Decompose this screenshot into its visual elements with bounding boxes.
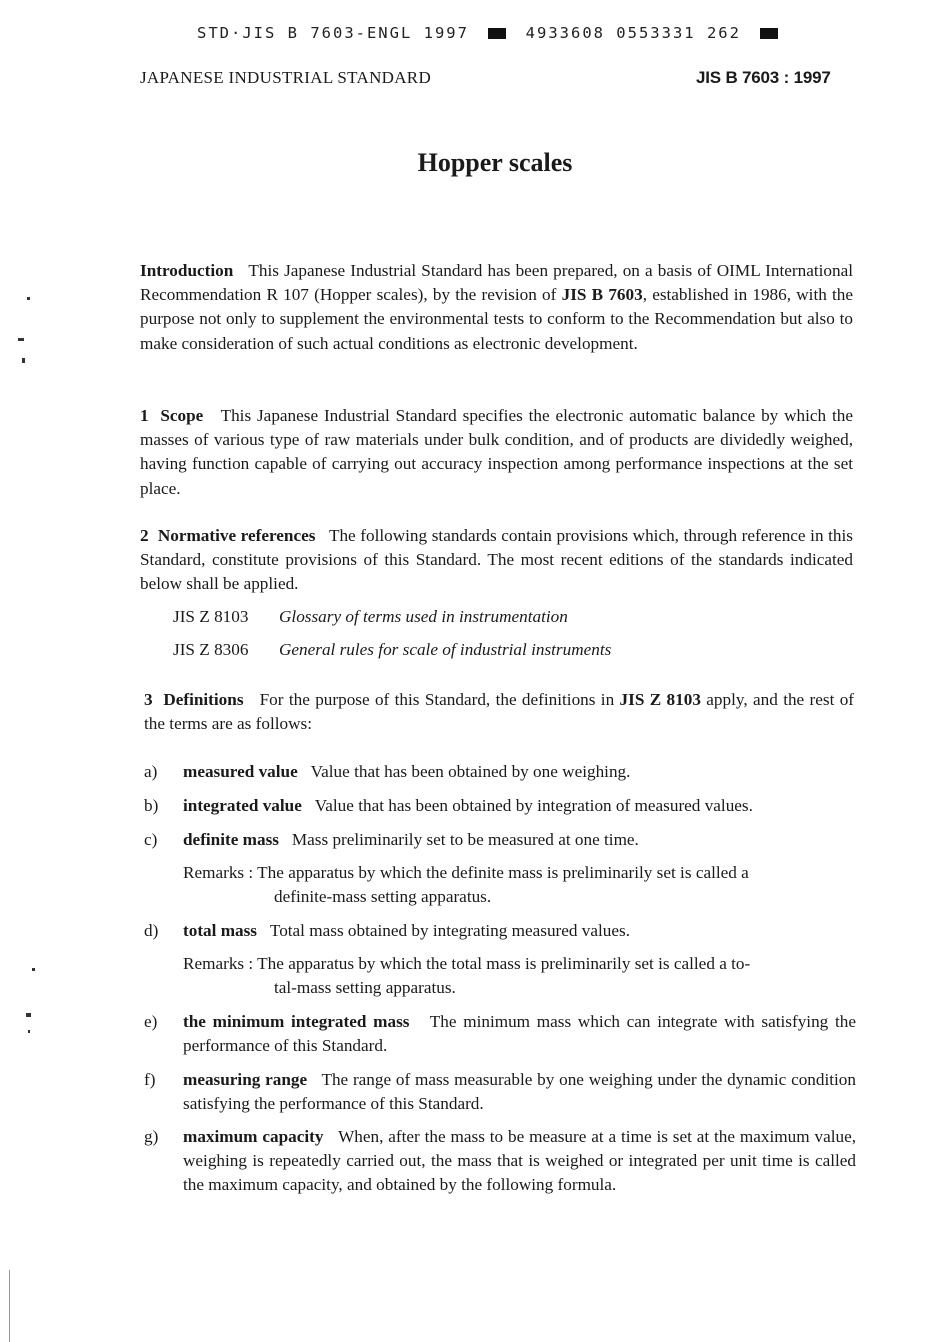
page-title: Hopper scales <box>417 148 573 177</box>
scan-header <box>197 24 786 42</box>
definition-item <box>144 919 856 943</box>
definition-item <box>144 1010 856 1058</box>
definition-item <box>144 760 856 784</box>
scope-paragraph <box>140 404 853 501</box>
intro-paragraph <box>140 259 853 356</box>
definition-term: the minimum integrated mass <box>183 1012 410 1031</box>
intro-text-1: This Japanese Industrial Standard has been prepared, on a basis of OIML International Recommendation R 107 (Hopper scales), by the revision of <box>140 261 853 305</box>
definition-item <box>144 1125 856 1198</box>
definition-term: maximum capacity <box>183 1127 324 1146</box>
normative-heading: Normative references <box>157 526 316 545</box>
normative-text: The following standards contain provisions which, through reference in this Standard, constitute provisions of this Standard. The most recent editions of the standards indicated below shall be applied. <box>140 526 853 594</box>
scan-speck <box>26 1013 31 1017</box>
reference-code: JIS Z 8306 <box>173 640 249 659</box>
reference-title: General rules for scale of industrial instruments <box>279 640 612 659</box>
scan-speck <box>28 1030 30 1033</box>
definitions-text-2: apply, and the rest of the terms are as follows: <box>144 690 855 734</box>
definition-text: When, after the mass to be measure at a time is set at the maximum value, weighing is repeatedly carried out, the mass that is weighed or integrated per unit time is called the maximum capacity, and obtained by the following formula. <box>183 1127 856 1195</box>
remark-text: The apparatus by which the definite mass is preliminarily set is called a <box>257 863 749 882</box>
scan-speck <box>32 968 35 971</box>
definitions-heading: Definitions <box>163 690 244 709</box>
normative-paragraph <box>140 524 853 597</box>
definitions-number: 3 <box>144 690 153 709</box>
definitions-text-1: For the purpose of this Standard, the definitions in <box>259 690 615 709</box>
definition-label: e) <box>144 1012 158 1031</box>
scope-heading: Scope <box>160 406 204 425</box>
normative-number: 2 <box>140 526 149 545</box>
definition-label: d) <box>144 921 159 940</box>
remark-label: Remarks : <box>183 863 254 882</box>
definition-text: Value that has been obtained by one weighing. <box>310 762 631 781</box>
intro-text-2: , established in 1986, with the purpose not only to supplement the environmental tests to conform to the Recommendation but also to make consideration of such actual conditions as electronic development. <box>140 285 854 353</box>
running-header-left: JAPANESE INDUSTRIAL STANDARD <box>140 68 432 87</box>
intro-heading: Introduction <box>140 261 234 280</box>
definition-remark <box>183 952 858 1000</box>
definition-item <box>144 828 856 852</box>
scan-speck <box>18 338 24 341</box>
scan-block-mark <box>760 28 778 39</box>
scan-speck <box>27 297 30 300</box>
definition-remark <box>183 861 858 909</box>
definition-term: total mass <box>183 921 257 940</box>
reference-line <box>173 640 611 660</box>
definition-label: c) <box>144 830 158 849</box>
definition-text: The minimum mass which can integrate with satisfying the performance of this Standard. <box>183 1012 857 1056</box>
scope-number: 1 <box>140 406 149 425</box>
definition-label: f) <box>144 1070 156 1089</box>
scope-text: This Japanese Industrial Standard specifies the electronic automatic balance by which the masses of various type of raw materials under bulk condition, and of products are dividedly weighed, having function capable of carrying out accuracy inspection among performance inspections at the set place. <box>140 406 853 498</box>
definition-text: Value that has been obtained by integration of measured values. <box>314 796 753 815</box>
scan-header-left: STD·JIS B 7603-ENGL 1997 <box>197 24 469 42</box>
definition-text: Mass preliminarily set to be measured at one time. <box>291 830 639 849</box>
reference-line <box>173 607 568 627</box>
definition-label: a) <box>144 762 158 781</box>
definition-term: measured value <box>183 762 298 781</box>
remark-text: The apparatus by which the total mass is preliminarily set is called a to- <box>257 954 751 973</box>
definitions-paragraph <box>144 688 854 736</box>
definition-label: b) <box>144 796 159 815</box>
reference-title: Glossary of terms used in instrumentation <box>279 607 568 626</box>
remark-continuation: tal-mass setting apparatus. <box>274 978 456 998</box>
definition-item <box>144 1068 856 1116</box>
definition-term: integrated value <box>183 796 302 815</box>
definitions-ref: JIS Z 8103 <box>619 690 701 709</box>
scan-edge-line <box>9 1270 10 1342</box>
remark-continuation: definite-mass setting apparatus. <box>274 887 492 907</box>
scan-block-mark <box>488 28 506 39</box>
definition-item <box>144 794 856 818</box>
definition-term: measuring range <box>183 1070 308 1089</box>
intro-ref: JIS B 7603 <box>561 285 643 305</box>
running-header-right: JIS B 7603 : 1997 <box>696 68 831 87</box>
definition-term: definite mass <box>183 830 279 849</box>
reference-code: JIS Z 8103 <box>173 607 249 626</box>
definition-text: The range of mass measurable by one weighing under the dynamic condition satisfying the performance of this Standard. <box>183 1070 856 1114</box>
scan-speck <box>22 358 25 363</box>
scan-header-codes: 4933608 0553331 262 <box>525 24 741 42</box>
definition-label: g) <box>144 1127 159 1146</box>
remark-label: Remarks : <box>183 954 254 973</box>
definition-text: Total mass obtained by integrating measured values. <box>269 921 631 940</box>
